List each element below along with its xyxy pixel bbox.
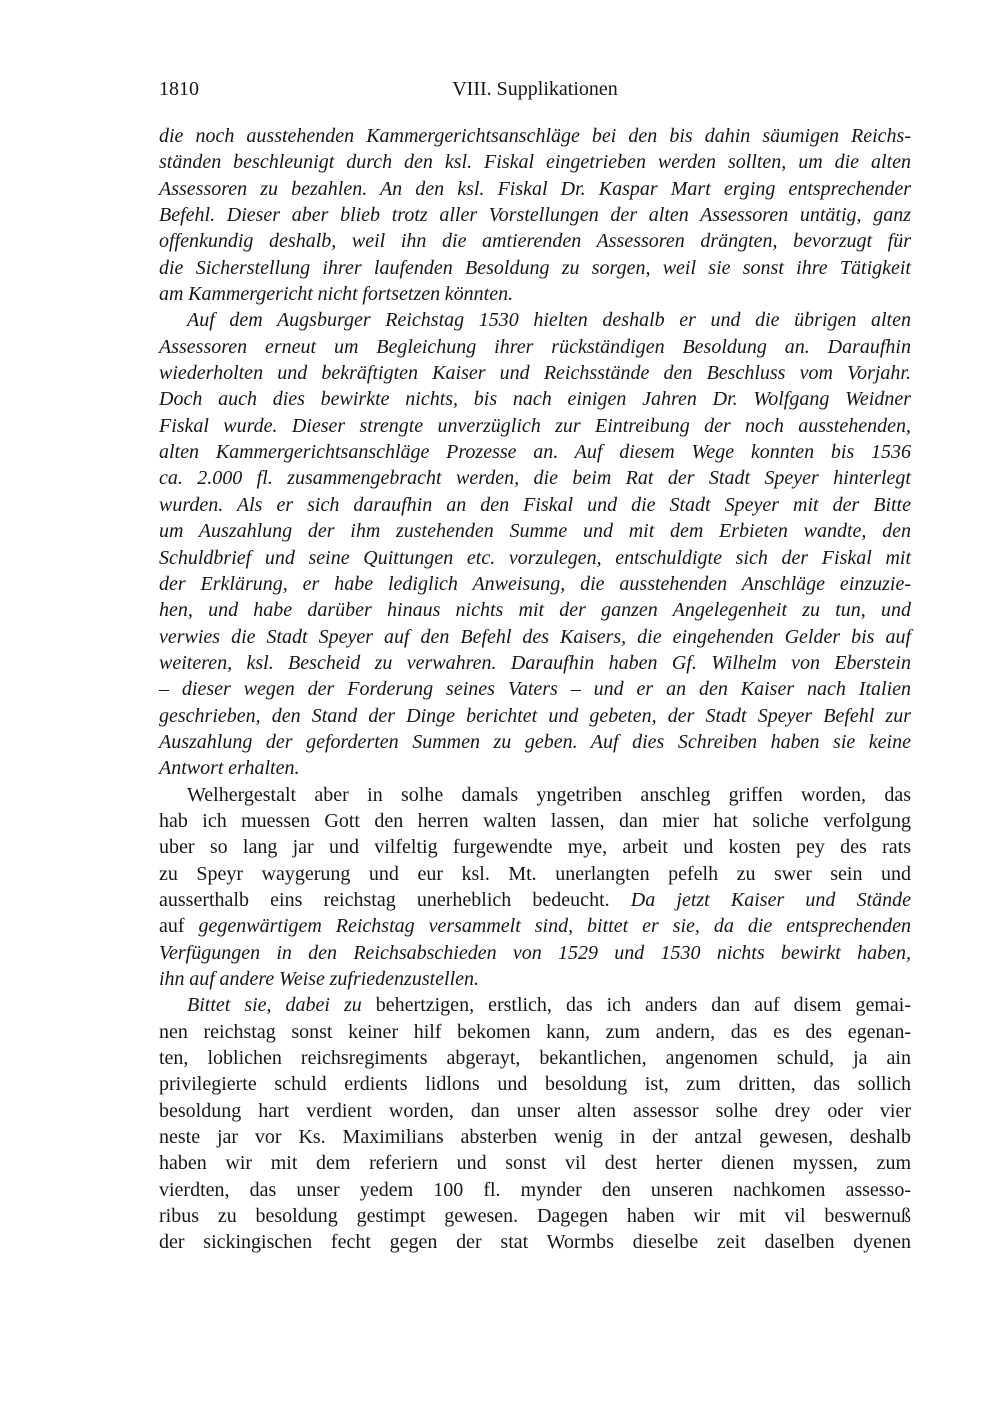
italic-text-run: geschrieben, den Stand der Dinge berichtet und gebeten, der Stadt Speyer Befehl zur <box>159 704 911 727</box>
italic-text-run: weiteren, ksl. Bescheid zu verwahren. Daraufhin haben Gf. Wilhelm von Eberstein <box>159 651 911 674</box>
italic-text-run: alten Kammergerichtsanschläge Prozesse an. Auf diesem Wege konnten bis 1536 <box>159 441 911 464</box>
text-line <box>159 887 911 913</box>
text-line <box>159 1177 911 1203</box>
paragraph <box>159 992 911 1255</box>
text-line <box>159 545 911 571</box>
text-line <box>159 386 911 412</box>
text-line <box>159 808 911 834</box>
italic-text-run: um Auszahlung der ihm zustehenden Summe und mit dem Erbieten wandte, den <box>159 520 911 543</box>
italic-text-run: Fiskal wurde. Dieser strengte unverzüglich zur Eintreibung der noch ausstehenden, <box>159 414 911 437</box>
italic-text-run: Assessoren erneut um Begleichung ihrer rückständigen Besoldung an. Daraufhin <box>159 335 911 358</box>
italic-text-run: Verfügungen in den Reichsabschieden von 1529 und 1530 nichts bewirkt haben, <box>159 941 911 964</box>
text-line <box>159 1019 911 1045</box>
paragraph <box>159 782 911 993</box>
roman-text-run: ribus zu besoldung gestimpt gewesen. Dagegen haben wir mit vil beswernuß <box>159 1205 911 1228</box>
italic-text-run: Da jetzt Kaiser und Stände <box>630 888 911 911</box>
roman-text-run: privilegierte schuld erdients lidlons und besoldung ist, zum dritten, das sollich <box>159 1073 911 1096</box>
text-line <box>159 782 911 808</box>
text-line <box>159 334 911 360</box>
italic-text-run: der Erklärung, er habe lediglich Anweisung, die ausstehenden Anschläge einzuzie- <box>159 572 911 595</box>
running-header <box>159 76 911 103</box>
text-line <box>159 1150 911 1176</box>
text-line <box>159 755 911 781</box>
italic-text-run: Assessoren zu bezahlen. An den ksl. Fiskal Dr. Kaspar Mart erging entsprechender <box>159 177 911 200</box>
text-line <box>159 1071 911 1097</box>
text-line <box>159 1045 911 1071</box>
roman-text-run: uber so lang jar und vilfeltig furgewendte mye, arbeit und kosten pey des rats <box>159 836 911 859</box>
text-line <box>159 202 911 228</box>
italic-text-run: wurden. Als er sich daraufhin an den Fiskal und die Stadt Speyer mit der Bitte <box>159 493 911 516</box>
paragraph <box>159 123 911 307</box>
section-title: VIII. Supplikationen <box>452 78 618 100</box>
italic-text-run: ständen beschleunigt durch den ksl. Fiskal eingetrieben werden sollten, um die alten <box>159 151 911 174</box>
paragraph <box>159 307 911 781</box>
text-line <box>159 518 911 544</box>
roman-text-run: besoldung hart verdient worden, dan unser alten assessor solhe drey oder vier <box>159 1099 911 1122</box>
text-line <box>159 149 911 175</box>
text-line <box>159 597 911 623</box>
italic-text-run: – dieser wegen der Forderung seines Vaters – und er an den Kaiser nach Italien <box>159 678 911 701</box>
italic-text-run: Schuldbrief und seine Quittungen etc. vorzulegen, entschuldigte sich der Fiskal mit <box>159 546 911 569</box>
italic-text-run: Antwort erhalten. <box>159 757 300 780</box>
text-line <box>159 913 911 939</box>
roman-text-run: behertzigen, erstlich, das ich anders dan auf disem gemai- <box>375 994 911 1017</box>
text-line <box>159 228 911 254</box>
roman-text-run: hab ich muessen Gott den herren walten lassen, dan mier hat soliche verfolgung <box>159 809 911 832</box>
page-number: 1810 <box>159 78 199 100</box>
text-line <box>159 1229 911 1255</box>
text-line <box>159 1098 911 1124</box>
roman-text-run: ten, loblichen reichsregiments abgerayt, bekantlichen, angenomen schuld, ja ain <box>159 1047 911 1070</box>
roman-text-run: zu Speyr waygerung und eur ksl. Mt. unerlangten pefelh zu swer sein und <box>159 862 911 885</box>
text-line <box>159 413 911 439</box>
text-line <box>159 465 911 491</box>
text-line <box>159 703 911 729</box>
roman-text-run: Welhergestalt aber in solhe damals yngetriben anschleg griffen worden, das <box>187 783 911 806</box>
italic-text-run: am Kammergericht nicht fortsetzen könnten. <box>159 283 514 306</box>
text-line <box>159 307 911 333</box>
text-line <box>159 123 911 149</box>
text-block <box>159 76 911 1256</box>
roman-text-run: nen reichstag sonst keiner hilf bekomen kann, zum andern, das es des egenan- <box>159 1020 911 1043</box>
roman-text-run: vierdten, das unser yedem 100 fl. mynder den unseren nachkomen assesso- <box>159 1178 911 1201</box>
page-body <box>159 123 911 1256</box>
text-line <box>159 834 911 860</box>
italic-text-run: ca. 2.000 fl. zusammengebracht werden, die beim Rat der Stadt Speyer hinterlegt <box>159 467 911 490</box>
text-line <box>159 676 911 702</box>
text-line <box>159 650 911 676</box>
roman-text-run: auf <box>159 915 199 938</box>
roman-text-run: der sickingischen fecht gegen der stat Wormbs dieselbe zeit daselben dyenen <box>159 1231 911 1254</box>
text-line <box>159 176 911 202</box>
text-line <box>159 281 911 307</box>
italic-text-run: die noch ausstehenden Kammergerichtsanschläge bei den bis dahin säumigen Reichs- <box>159 125 911 147</box>
text-line <box>159 992 911 1018</box>
text-line <box>159 1124 911 1150</box>
text-line <box>159 861 911 887</box>
text-line <box>159 1203 911 1229</box>
italic-text-run: gegenwärtigem Reichstag versammelt sind, bittet er sie, da die entsprechenden <box>198 915 911 938</box>
text-line <box>159 255 911 281</box>
text-line <box>159 439 911 465</box>
text-line <box>159 729 911 755</box>
italic-text-run: ihn auf andere Weise zufriedenzustellen. <box>159 968 480 990</box>
text-line <box>159 492 911 518</box>
italic-text-run: die Sicherstellung ihrer laufenden Besoldung zu sorgen, weil sie sonst ihre Tätigkeit <box>159 256 911 279</box>
italic-text-run: Bittet sie, dabei zu <box>187 994 376 1017</box>
text-line <box>159 571 911 597</box>
text-line <box>159 360 911 386</box>
italic-text-run: wiederholten und bekräftigten Kaiser und Reichsstände den Beschluss vom Vorjahr. <box>159 362 911 385</box>
text-line <box>159 966 911 992</box>
italic-text-run: Befehl. Dieser aber blieb trotz aller Vorstellungen der alten Assessoren untätig, ganz <box>159 204 911 227</box>
text-line <box>159 624 911 650</box>
italic-text-run: offenkundig deshalb, weil ihn die amtierenden Assessoren drängten, bevorzugt für <box>159 230 911 253</box>
roman-text-run: haben wir mit dem referiern und sonst vil dest herter dienen myssen, zum <box>159 1152 911 1175</box>
italic-text-run: verwies die Stadt Speyer auf den Befehl des Kaisers, die eingehenden Gelder bis auf <box>159 625 911 648</box>
italic-text-run: hen, und habe darüber hinaus nichts mit der ganzen Angelegenheit zu tun, und <box>159 599 911 622</box>
roman-text-run: ausserthalb eins reichstag unerheblich bedeucht. <box>159 888 631 911</box>
italic-text-run: Auf dem Augsburger Reichstag 1530 hielten deshalb er und die übrigen alten <box>187 309 911 332</box>
italic-text-run: Doch auch dies bewirkte nichts, bis nach einigen Jahren Dr. Wolfgang Weidner <box>159 388 911 411</box>
text-line <box>159 940 911 966</box>
italic-text-run: Auszahlung der geforderten Summen zu geben. Auf dies Schreiben haben sie keine <box>159 730 911 753</box>
roman-text-run: neste jar vor Ks. Maximilians absterben wenig in der antzal gewesen, deshalb <box>159 1126 911 1149</box>
